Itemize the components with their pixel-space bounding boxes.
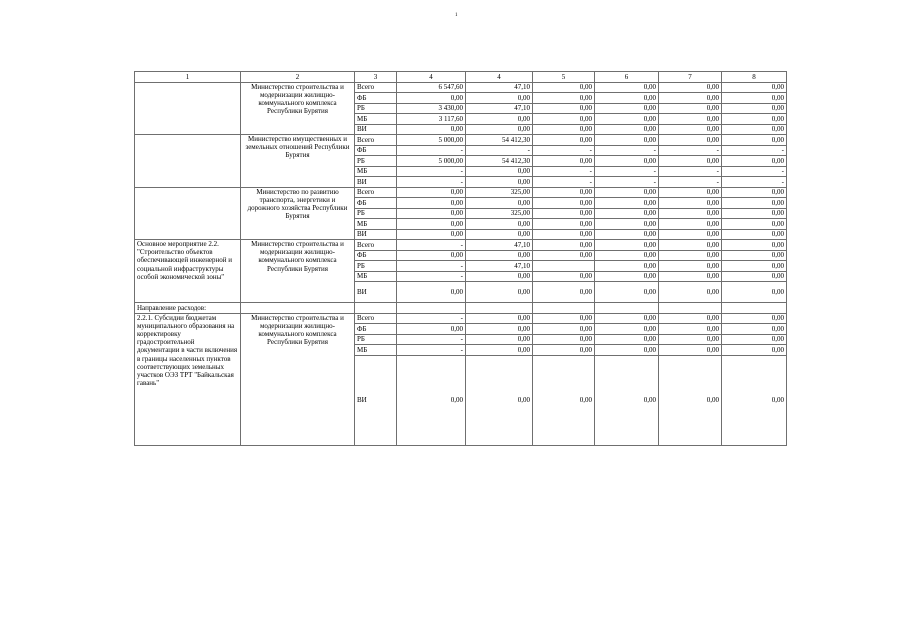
value-cell: 0,00 — [533, 93, 595, 104]
funding-source-cell: РБ — [355, 156, 397, 167]
value-cell: 0,00 — [466, 93, 533, 104]
header-cell: 4 — [397, 72, 466, 83]
value-cell: 0,00 — [466, 166, 533, 177]
value-cell: 0,00 — [595, 208, 659, 219]
value-cell: 0,00 — [466, 345, 533, 356]
value-cell: 0,00 — [722, 219, 787, 230]
value-cell: 0,00 — [533, 135, 595, 146]
value-cell: 0,00 — [722, 82, 787, 93]
row-title-cell: Основное мероприятие 2.2. "Строительство объектов обеспечивающей инженерной и социальной инфраструктуры особой экономической зоны" — [135, 240, 241, 303]
value-cell: - — [595, 145, 659, 156]
funding-source-cell: ВИ — [355, 124, 397, 135]
value-cell: 0,00 — [533, 345, 595, 356]
value-cell: 0,00 — [466, 334, 533, 345]
empty-cell — [466, 303, 533, 314]
funding-source-cell: ФБ — [355, 250, 397, 261]
responsible-org-cell: Министерство строительства и модернизации жилищно-коммунального комплекса Республики Бурятия — [241, 313, 355, 445]
funding-source-cell: РБ — [355, 208, 397, 219]
value-cell: 0,00 — [659, 271, 722, 282]
value-cell: 0,00 — [659, 282, 722, 303]
value-cell: 0,00 — [722, 240, 787, 251]
value-cell: 0,00 — [722, 93, 787, 104]
value-cell: 0,00 — [659, 198, 722, 209]
value-cell: 0,00 — [533, 355, 595, 445]
value-cell: 0,00 — [533, 282, 595, 303]
value-cell: 0,00 — [595, 324, 659, 335]
section-label: Направление расходов: — [135, 303, 241, 314]
value-cell: 0,00 — [533, 156, 595, 167]
responsible-org-cell: Министерство имущественных и земельных отношений Республики Бурятия — [241, 135, 355, 188]
value-cell: 0,00 — [466, 177, 533, 188]
row-title-cell — [135, 135, 241, 188]
value-cell: 0,00 — [466, 324, 533, 335]
value-cell: 0,00 — [659, 93, 722, 104]
funding-source-cell: ФБ — [355, 145, 397, 156]
value-cell: 0,00 — [397, 355, 466, 445]
value-cell: 0,00 — [397, 229, 466, 240]
value-cell: 0,00 — [466, 250, 533, 261]
table-row — [135, 240, 787, 251]
value-cell: 0,00 — [659, 208, 722, 219]
value-cell: 5 000,00 — [397, 156, 466, 167]
value-cell: 0,00 — [659, 219, 722, 230]
value-cell: 47,10 — [466, 261, 533, 272]
value-cell: 0,00 — [466, 198, 533, 209]
value-cell: 5 000,00 — [397, 135, 466, 146]
value-cell: 0,00 — [659, 355, 722, 445]
value-cell: 0,00 — [466, 114, 533, 125]
value-cell: - — [533, 177, 595, 188]
value-cell: 0,00 — [722, 250, 787, 261]
value-cell: 0,00 — [659, 135, 722, 146]
empty-cell — [355, 303, 397, 314]
value-cell: 0,00 — [397, 198, 466, 209]
funding-source-cell: МБ — [355, 271, 397, 282]
value-cell: 0,00 — [533, 334, 595, 345]
value-cell: 0,00 — [533, 124, 595, 135]
value-cell: 0,00 — [533, 103, 595, 114]
funding-source-cell: РБ — [355, 261, 397, 272]
value-cell: 0,00 — [595, 219, 659, 230]
value-cell: 0,00 — [595, 135, 659, 146]
value-cell: - — [533, 145, 595, 156]
value-cell: - — [722, 145, 787, 156]
value-cell: - — [722, 166, 787, 177]
value-cell: 0,00 — [595, 240, 659, 251]
budget-table — [134, 71, 787, 446]
value-cell: 0,00 — [466, 229, 533, 240]
value-cell: 0,00 — [595, 82, 659, 93]
funding-source-cell: Всего — [355, 82, 397, 93]
funding-source-cell: МБ — [355, 166, 397, 177]
value-cell: 0,00 — [466, 282, 533, 303]
table-row — [135, 313, 787, 324]
value-cell: - — [595, 177, 659, 188]
value-cell: 0,00 — [595, 282, 659, 303]
value-cell: 325,00 — [466, 187, 533, 198]
funding-source-cell: МБ — [355, 345, 397, 356]
value-cell: 0,00 — [533, 271, 595, 282]
value-cell: - — [397, 240, 466, 251]
value-cell: 0,00 — [533, 229, 595, 240]
value-cell: 0,00 — [722, 114, 787, 125]
value-cell: 0,00 — [659, 82, 722, 93]
value-cell: 0,00 — [722, 261, 787, 272]
value-cell: 0,00 — [659, 114, 722, 125]
value-cell: 0,00 — [659, 187, 722, 198]
value-cell: 0,00 — [533, 114, 595, 125]
value-cell: 0,00 — [533, 250, 595, 261]
value-cell: 0,00 — [466, 219, 533, 230]
value-cell: 0,00 — [722, 156, 787, 167]
value-cell: 0,00 — [397, 324, 466, 335]
value-cell: 0,00 — [722, 103, 787, 114]
empty-cell — [659, 303, 722, 314]
value-cell: 54 412,30 — [466, 135, 533, 146]
header-cell: 2 — [241, 72, 355, 83]
header-cell: 6 — [595, 72, 659, 83]
funding-source-cell: МБ — [355, 114, 397, 125]
value-cell: 0,00 — [659, 103, 722, 114]
value-cell: 0,00 — [595, 334, 659, 345]
value-cell: - — [659, 145, 722, 156]
value-cell: 0,00 — [659, 345, 722, 356]
row-title-cell — [135, 82, 241, 135]
funding-source-cell: ФБ — [355, 198, 397, 209]
funding-source-cell: Всего — [355, 135, 397, 146]
value-cell: 0,00 — [397, 124, 466, 135]
value-cell: 0,00 — [722, 187, 787, 198]
value-cell: - — [397, 313, 466, 324]
section-label-row — [135, 303, 787, 314]
value-cell: 0,00 — [533, 82, 595, 93]
value-cell: 54 412,30 — [466, 156, 533, 167]
table-body — [135, 72, 787, 446]
value-cell: 0,00 — [533, 187, 595, 198]
funding-source-cell: ФБ — [355, 324, 397, 335]
value-cell: 0,00 — [466, 313, 533, 324]
header-cell: 1 — [135, 72, 241, 83]
table-row — [135, 187, 787, 198]
funding-source-cell: ВИ — [355, 177, 397, 188]
value-cell: 0,00 — [595, 313, 659, 324]
empty-cell — [595, 303, 659, 314]
value-cell: 0,00 — [595, 355, 659, 445]
value-cell: 0,00 — [595, 261, 659, 272]
funding-source-cell: Всего — [355, 240, 397, 251]
funding-source-cell: ВИ — [355, 229, 397, 240]
empty-cell — [722, 303, 787, 314]
funding-source-cell: ВИ — [355, 282, 397, 303]
value-cell: 0,00 — [533, 324, 595, 335]
header-cell: 7 — [659, 72, 722, 83]
value-cell: 0,00 — [722, 313, 787, 324]
value-cell: - — [466, 145, 533, 156]
value-cell: 0,00 — [533, 240, 595, 251]
header-cell: 5 — [533, 72, 595, 83]
responsible-org-cell: Министерство строительства и модернизации жилищно-коммунального комплекса Республики Бурятия — [241, 82, 355, 135]
value-cell: 0,00 — [722, 334, 787, 345]
value-cell: 0,00 — [595, 271, 659, 282]
value-cell: 0,00 — [595, 187, 659, 198]
value-cell: 0,00 — [397, 187, 466, 198]
value-cell: 0,00 — [722, 135, 787, 146]
value-cell: - — [659, 177, 722, 188]
value-cell: 0,00 — [722, 229, 787, 240]
value-cell: 0,00 — [659, 334, 722, 345]
value-cell: 0,00 — [595, 156, 659, 167]
value-cell: 0,00 — [397, 208, 466, 219]
value-cell: 0,00 — [595, 229, 659, 240]
value-cell: - — [595, 166, 659, 177]
value-cell: 0,00 — [722, 324, 787, 335]
funding-source-cell: МБ — [355, 219, 397, 230]
empty-cell — [533, 303, 595, 314]
value-cell: 0,00 — [659, 156, 722, 167]
funding-source-cell: РБ — [355, 103, 397, 114]
value-cell: 0,00 — [595, 345, 659, 356]
value-cell: - — [397, 345, 466, 356]
value-cell — [533, 261, 595, 272]
header-cell: 3 — [355, 72, 397, 83]
value-cell: 0,00 — [659, 261, 722, 272]
value-cell: 0,00 — [466, 271, 533, 282]
value-cell: 0,00 — [659, 324, 722, 335]
funding-source-cell: Всего — [355, 187, 397, 198]
value-cell: - — [397, 271, 466, 282]
value-cell: 0,00 — [722, 208, 787, 219]
value-cell: 0,00 — [595, 93, 659, 104]
value-cell: 3 430,00 — [397, 103, 466, 114]
value-cell: 0,00 — [533, 198, 595, 209]
value-cell: 0,00 — [595, 198, 659, 209]
value-cell: 0,00 — [722, 271, 787, 282]
value-cell: 325,00 — [466, 208, 533, 219]
header-cell: 4 — [466, 72, 533, 83]
value-cell: 0,00 — [722, 345, 787, 356]
header-row — [135, 72, 787, 83]
value-cell: 0,00 — [397, 93, 466, 104]
value-cell: 0,00 — [595, 250, 659, 261]
value-cell: 0,00 — [595, 124, 659, 135]
value-cell: - — [659, 166, 722, 177]
header-cell: 8 — [722, 72, 787, 83]
value-cell: 0,00 — [533, 313, 595, 324]
row-title-cell — [135, 187, 241, 240]
value-cell: 0,00 — [595, 114, 659, 125]
row-title-cell: 2.2.1. Субсидии бюджетам муниципального образования на корректировку градостроительной документации в части включения в границы населенных пунктов соответствующих земельных участков ОЭЗ ТРТ "Байкальская гавань" — [135, 313, 241, 445]
responsible-org-cell: Министерство строительства и модернизации жилищно-коммунального комплекса Республики Бурятия — [241, 240, 355, 303]
value-cell: 0,00 — [659, 250, 722, 261]
value-cell: 0,00 — [659, 229, 722, 240]
value-cell: 0,00 — [659, 124, 722, 135]
value-cell: 0,00 — [397, 250, 466, 261]
value-cell: 0,00 — [722, 282, 787, 303]
value-cell: - — [397, 145, 466, 156]
value-cell: 6 547,60 — [397, 82, 466, 93]
value-cell: 0,00 — [533, 219, 595, 230]
value-cell: 3 117,60 — [397, 114, 466, 125]
value-cell: - — [397, 166, 466, 177]
value-cell: 0,00 — [659, 240, 722, 251]
value-cell: 0,00 — [533, 208, 595, 219]
funding-source-cell: ВИ — [355, 355, 397, 445]
value-cell: 0,00 — [466, 355, 533, 445]
value-cell: 0,00 — [722, 198, 787, 209]
value-cell: 0,00 — [659, 313, 722, 324]
value-cell: 0,00 — [595, 103, 659, 114]
value-cell: - — [397, 177, 466, 188]
value-cell: 0,00 — [397, 219, 466, 230]
table-row — [135, 135, 787, 146]
empty-cell — [397, 303, 466, 314]
value-cell: - — [397, 261, 466, 272]
value-cell: - — [397, 334, 466, 345]
value-cell: 0,00 — [722, 355, 787, 445]
table-row — [135, 82, 787, 93]
value-cell: 0,00 — [722, 124, 787, 135]
funding-source-cell: РБ — [355, 334, 397, 345]
value-cell: 47,10 — [466, 82, 533, 93]
value-cell: - — [722, 177, 787, 188]
funding-source-cell: ФБ — [355, 93, 397, 104]
value-cell: - — [533, 166, 595, 177]
value-cell: 0,00 — [397, 282, 466, 303]
value-cell: 0,00 — [466, 124, 533, 135]
page-number: 1 — [455, 13, 458, 18]
responsible-org-cell: Министерство по развитию транспорта, энергетики и дорожного хозяйства Республики Бурятия — [241, 187, 355, 240]
empty-cell — [241, 303, 355, 314]
value-cell: 47,10 — [466, 103, 533, 114]
value-cell: 47,10 — [466, 240, 533, 251]
funding-source-cell: Всего — [355, 313, 397, 324]
